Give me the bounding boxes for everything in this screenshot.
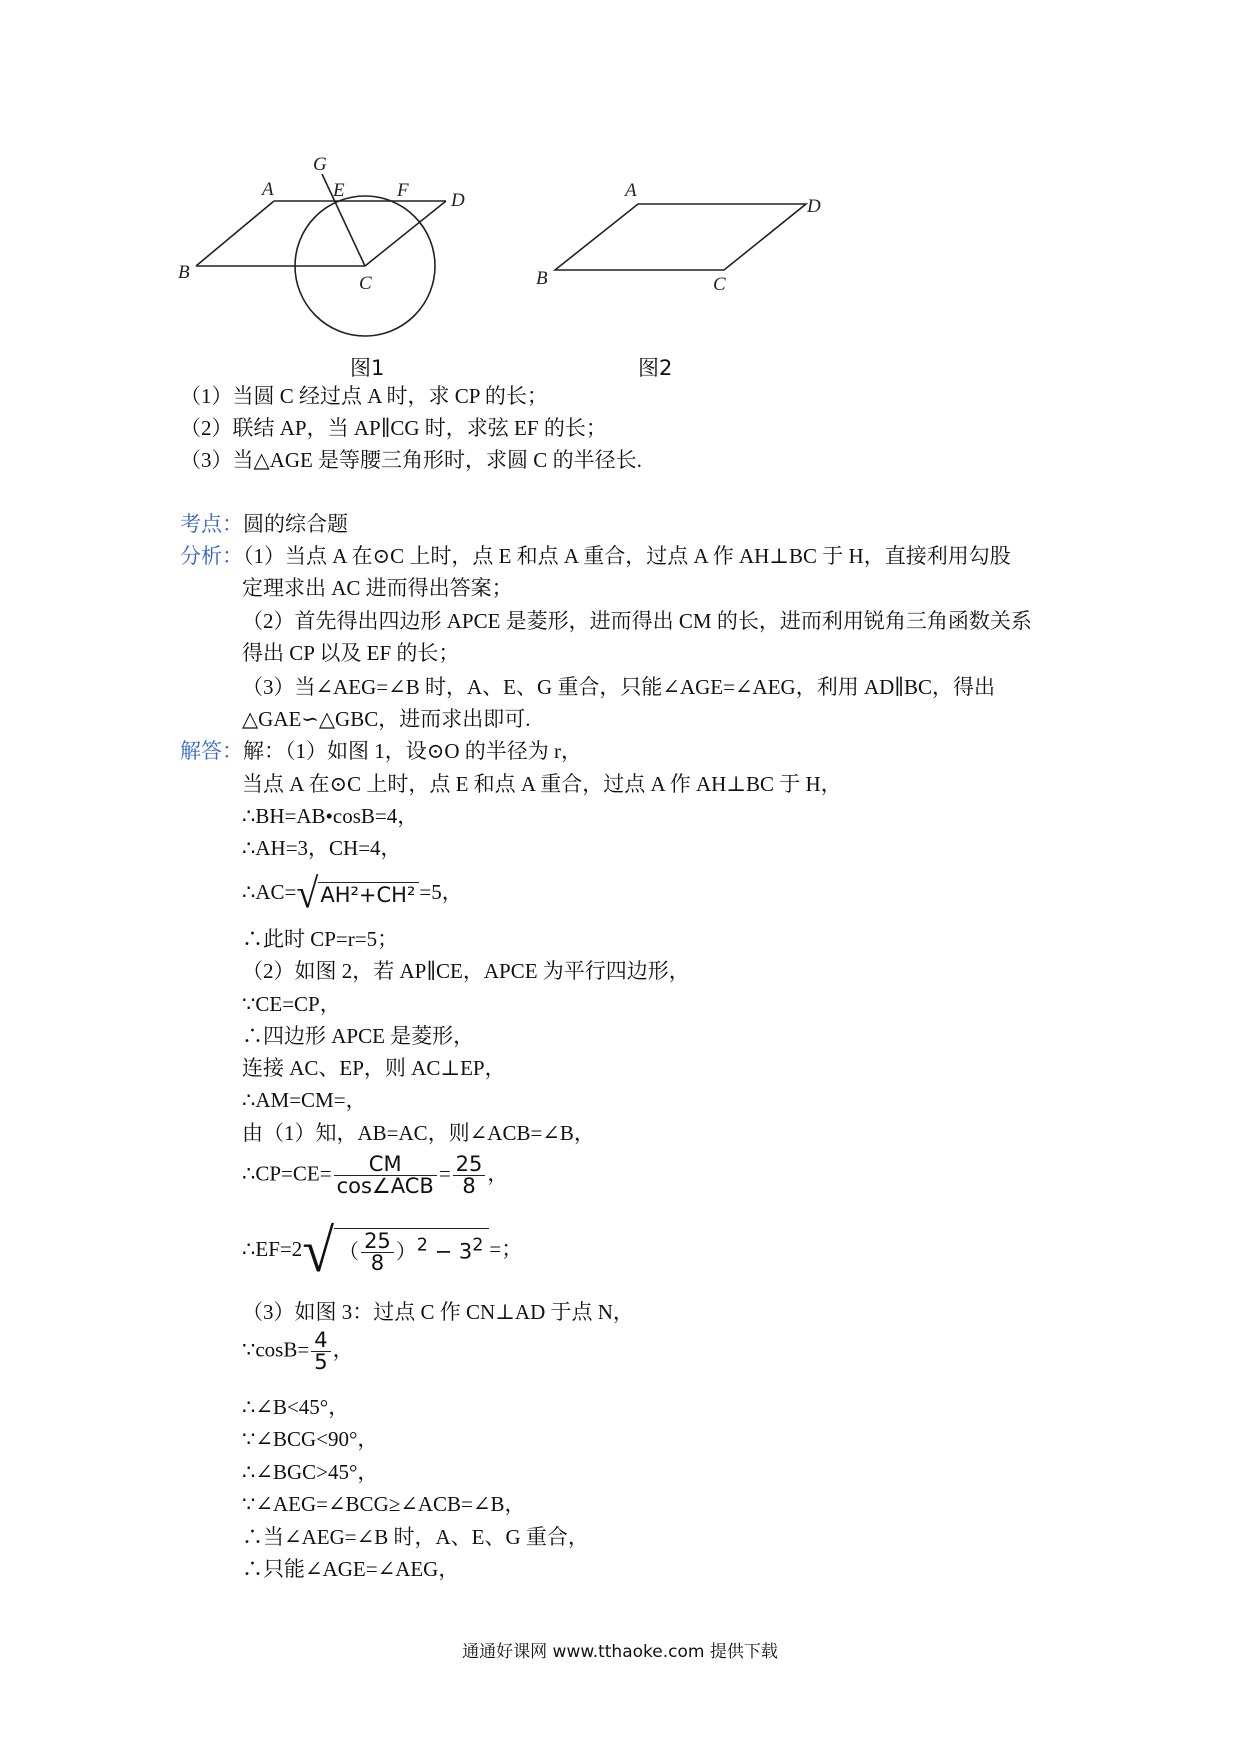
parallelogram-abcd xyxy=(555,204,806,270)
kaodian-text: 圆的综合题 xyxy=(243,512,348,536)
solution-line: ∴AH=3，CH=4， xyxy=(242,836,402,860)
fig1-label-d: D xyxy=(451,190,465,211)
solution-line: （3）如图 3：过点 C 作 CN⊥AD 于点 N， xyxy=(242,1300,634,1324)
solution-line: ∴AM=CM=， xyxy=(242,1088,367,1112)
minus-three: − 3 xyxy=(427,1239,473,1264)
fraction-denominator: 5 xyxy=(314,1350,328,1374)
page-footer: 通通好课网 www.tthaoke.com 提供下载 xyxy=(462,1642,778,1662)
fenxi-line: △GAE∽△GBC，进而求出即可. xyxy=(242,707,531,731)
fraction-numerator: 25 xyxy=(453,1154,486,1176)
solution-line: 连接 AC、EP，则 AC⊥EP， xyxy=(242,1056,506,1080)
fraction-numerator: 4 xyxy=(311,1330,330,1352)
fraction-25-8 xyxy=(453,1154,486,1197)
fig2-label-c: C xyxy=(713,274,726,295)
fig1-label-e: E xyxy=(333,180,345,201)
fenxi-line: （3）当∠AEG=∠B 时，A、E、G 重合，只能∠AGE=∠AEG，利用 AD∥BC，得出 xyxy=(242,675,996,699)
fig1-label-a: A xyxy=(262,179,274,200)
fenxi-line: 得出 CP 以及 EF 的长； xyxy=(242,641,460,665)
figure-2-diagram xyxy=(555,204,806,270)
fraction-cm-cos xyxy=(334,1154,437,1197)
fraction-denominator: 8 xyxy=(370,1251,385,1275)
geometry-figures xyxy=(0,0,1240,380)
radicand xyxy=(334,1228,489,1274)
kaodian-row xyxy=(180,514,348,535)
fig2-label-a: A xyxy=(625,180,637,201)
fraction-denominator: cos∠ACB xyxy=(336,1174,434,1198)
solution-text: =5， xyxy=(419,879,463,904)
solution-line: ∴只能∠AGE=∠AEG， xyxy=(242,1557,460,1581)
fraction-numerator: CM xyxy=(334,1154,437,1176)
solution-line: ∴∠B<45°， xyxy=(242,1395,350,1419)
solution-line: ∴当∠AEG=∠B 时，A、E、G 重合， xyxy=(242,1525,589,1549)
fig1-label-c: C xyxy=(359,273,372,294)
solution-line: （2）如图 2，若 AP∥CE，APCE 为平行四边形， xyxy=(242,959,690,983)
solution-text: =； xyxy=(489,1236,523,1261)
solution-line: 解：（1）如图 1，设⊙O 的半径为 r， xyxy=(243,739,583,763)
jieda-row-1 xyxy=(180,741,582,762)
solution-line-ac-root xyxy=(242,869,463,918)
fig2-label-d: D xyxy=(807,196,821,217)
fenxi-label: 分析： xyxy=(180,544,243,568)
radical-sign: √ xyxy=(296,869,319,918)
fenxi-line: （1）当点 A 在⊙C 上时，点 E 和点 A 重合，过点 A 作 AH⊥BC 于 H，直接利用勾股 xyxy=(243,544,1011,568)
fraction-4-5 xyxy=(311,1330,330,1373)
solution-line: ∵CE=CP， xyxy=(242,992,341,1016)
fraction-denominator: 8 xyxy=(462,1174,476,1198)
solution-line: ∴四边形 APCE 是菱形， xyxy=(242,1024,475,1048)
line-ba xyxy=(196,201,274,266)
solution-line-cosb xyxy=(242,1330,354,1373)
paren-left: （ xyxy=(338,1239,360,1264)
solution-text: ∴AC= xyxy=(242,879,297,904)
figure-2-caption: 图2 xyxy=(638,356,673,380)
solution-line-ef-root xyxy=(242,1216,523,1285)
solution-text: ∴CP=CE= xyxy=(242,1161,332,1186)
fraction-25-8 xyxy=(361,1231,394,1274)
fenxi-line: 定理求出 AC 进而得出答案； xyxy=(242,576,513,600)
solution-text: ， xyxy=(332,1337,354,1362)
solution-line: ∵∠BCG<90°， xyxy=(242,1427,379,1451)
solution-line: 当点 A 在⊙C 上时，点 E 和点 A 重合，过点 A 作 AH⊥BC 于 H， xyxy=(242,772,842,796)
fraction-numerator: 25 xyxy=(361,1231,394,1253)
solution-line: ∴∠BGC>45°， xyxy=(242,1460,379,1484)
exponent: 2 xyxy=(472,1235,484,1256)
radicand: AH²+CH² xyxy=(318,882,419,906)
fig1-label-f: F xyxy=(397,180,409,201)
question-1: （1）当圆 C 经过点 A 时，求 CP 的长； xyxy=(180,384,548,408)
fig2-label-b: B xyxy=(536,268,548,289)
solution-text: ∴EF=2 xyxy=(242,1236,303,1261)
fig1-label-g: G xyxy=(313,154,327,175)
question-2: （2）联结 AP，当 AP∥CG 时，求弦 EF 的长； xyxy=(180,416,607,440)
solution-line: 由（1）知，AB=AC，则∠ACB=∠B， xyxy=(242,1121,595,1145)
figure-1-caption: 图1 xyxy=(350,356,385,380)
solution-line: ∴此时 CP=r=5； xyxy=(242,927,399,951)
kaodian-label: 考点： xyxy=(180,512,243,536)
fenxi-line: （2）首先得出四边形 APCE 是菱形，进而得出 CM 的长，进而利用锐角三角函数关系 xyxy=(242,609,1032,633)
fenxi-row-1 xyxy=(180,546,1011,567)
solution-text: ， xyxy=(487,1161,509,1186)
exponent: 2 xyxy=(416,1235,428,1256)
radical-sign: √ xyxy=(302,1216,335,1285)
solution-line: ∴BH=AB•cosB=4， xyxy=(242,804,419,828)
solution-line: ∵∠AEG=∠BCG≥∠ACB=∠B， xyxy=(242,1492,526,1516)
fig1-label-b: B xyxy=(178,262,190,283)
question-3: （3）当△AGE 是等腰三角形时，求圆 C 的半径长. xyxy=(180,448,642,472)
solution-text: ∵cosB= xyxy=(242,1337,310,1362)
paren-right: ） xyxy=(395,1239,417,1264)
solution-text: = xyxy=(438,1161,451,1186)
jieda-label: 解答： xyxy=(180,739,243,763)
solution-line-cp-fraction xyxy=(242,1154,508,1197)
